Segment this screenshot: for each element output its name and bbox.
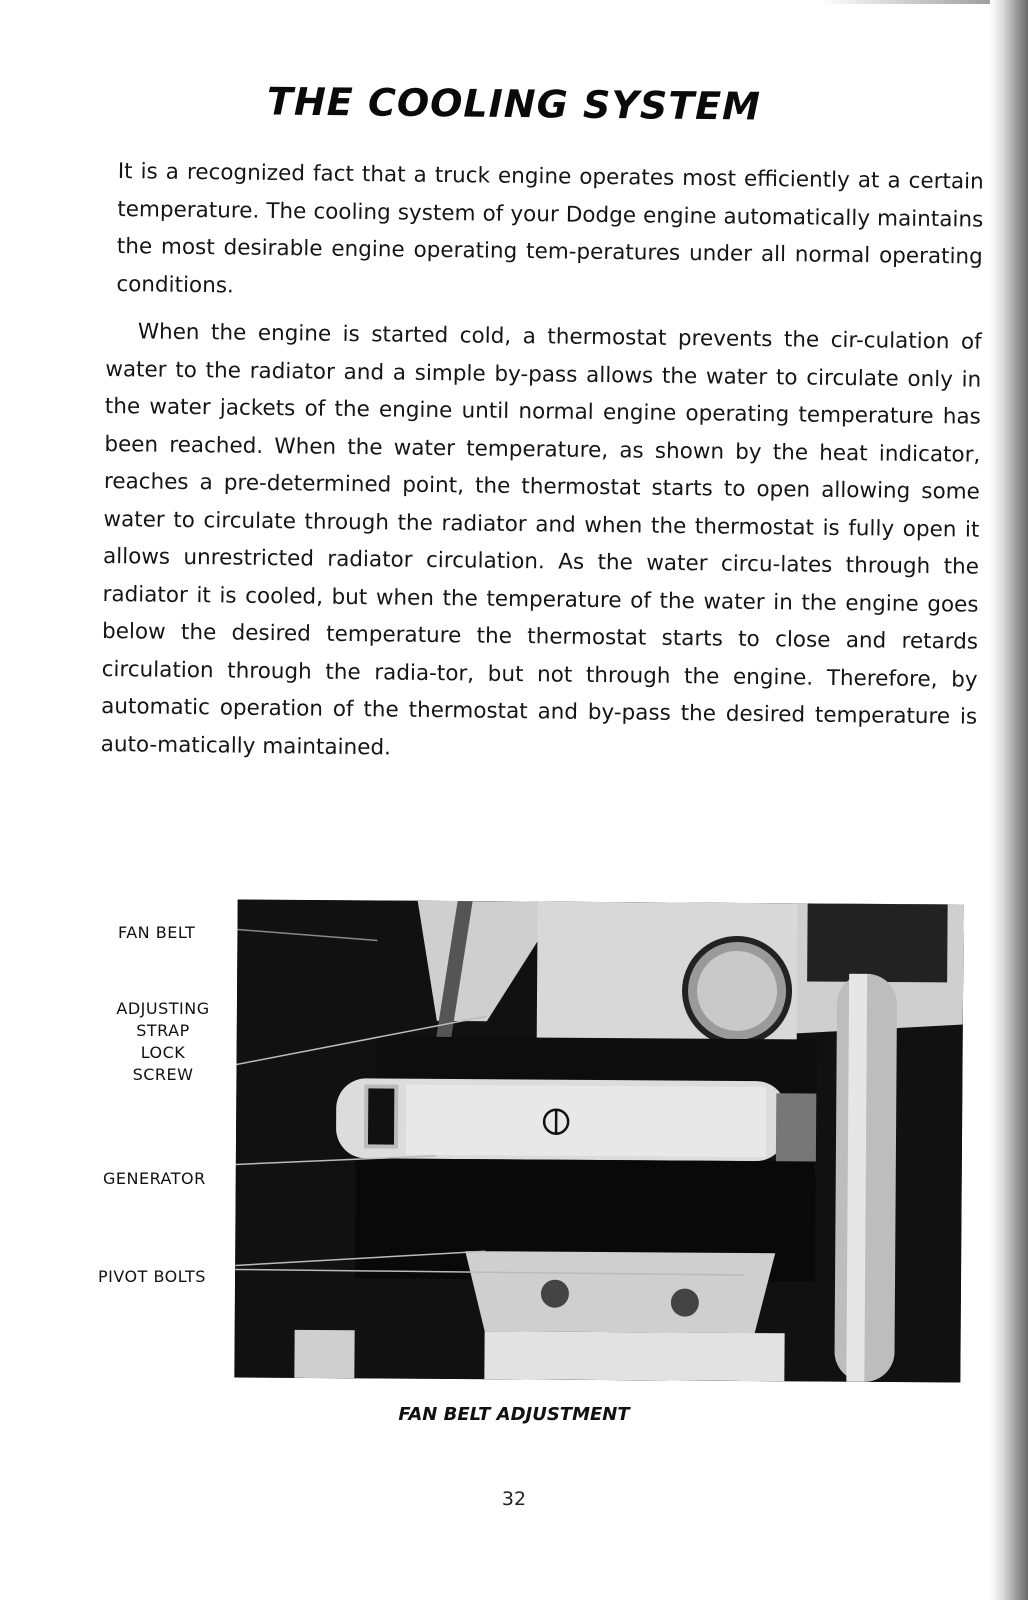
page-number: 32 (501, 1488, 527, 1510)
page-title: THE COOLING SYSTEM (266, 79, 762, 129)
label-fan-belt: FAN BELT (118, 923, 196, 942)
fan-belt-photo (234, 899, 963, 1382)
label-line: SCREW (132, 1065, 194, 1084)
label-line: ADJUSTING (116, 999, 210, 1018)
label-line: LOCK (140, 1043, 186, 1062)
page-binding-shadow (990, 0, 1028, 1600)
label-generator: GENERATOR (103, 1169, 206, 1188)
label-adjusting-strap-lock-screw (104, 998, 222, 1086)
label-line: STRAP (136, 1021, 190, 1040)
figure-caption: FAN BELT ADJUSTMENT (398, 1404, 630, 1425)
engine-photo-illustration (234, 899, 963, 1382)
paragraph-thermostat: When the engine is started cold, a thermostat prevents the cir-culation of water to the radiator and a simple by-pass allows the water to circulate only in the water jackets of the engine until normal engine operating temperature has been reached. When the water temperature, as shown by the heat indicator, reaches a pre-determined point, the thermostat starts to open allowing some water to circulate through the radiator and when the thermostat is fully open it allows unrestricted radiator circulation. As the water circu-lates through the radiator it is cooled, but when the temperature of the water in the engine goes below the desired temperature the thermostat starts to close and retards circulation through the radia-tor, but not through the engine. Therefore, by automatic operation of the thermostat and by-pass the desired temperature is auto-matically maintained. (100, 319, 982, 761)
paragraph-intro: It is a recognized fact that a truck engine operates most efficiently at a certain temperature. The cooling system of your Dodge engine automatically maintains the most desirable engine operating tem-peratures under all normal operating conditions. (116, 158, 984, 298)
label-pivot-bolts: PIVOT BOLTS (98, 1267, 206, 1286)
